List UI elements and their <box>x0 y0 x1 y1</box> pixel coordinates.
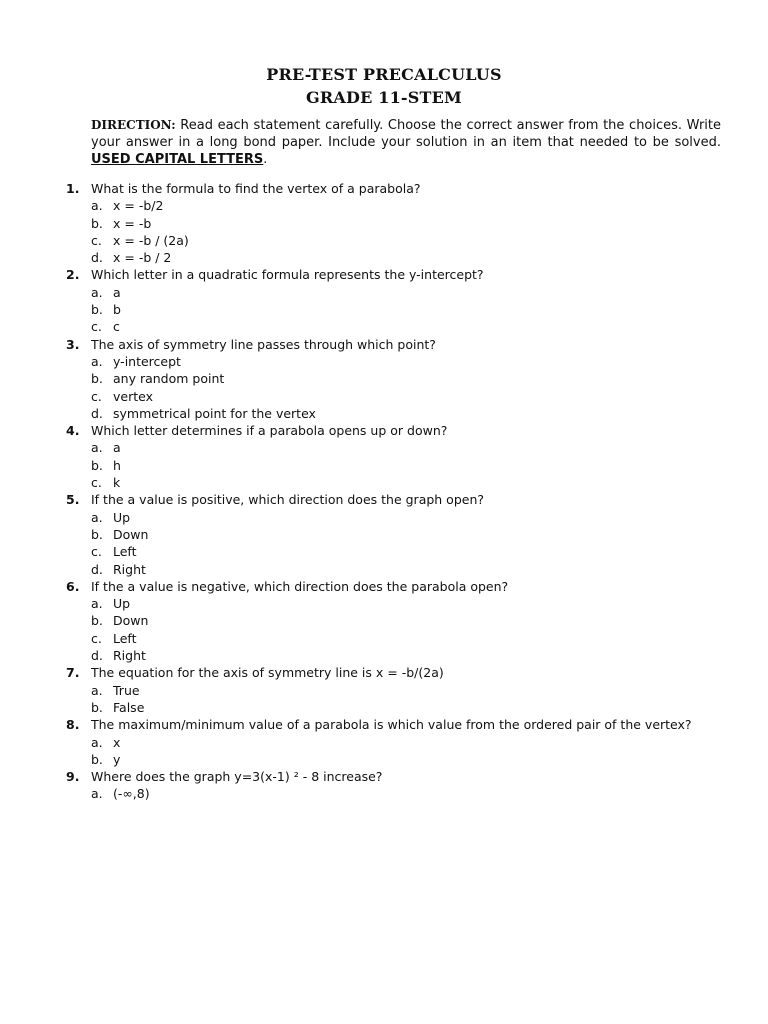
option-text: b <box>113 302 121 318</box>
option-text: y-intercept <box>113 353 181 369</box>
option-text: symmetrical point for the vertex <box>113 405 316 421</box>
answer-option <box>66 197 726 214</box>
option-letter: b. <box>91 526 103 542</box>
option-letter: b. <box>91 457 103 473</box>
option-letter: d. <box>91 405 103 421</box>
option-letter: b. <box>91 613 103 629</box>
option-text: Up <box>113 596 131 612</box>
question-6 <box>66 578 726 595</box>
question-1 <box>66 180 726 197</box>
answer-option <box>66 734 726 751</box>
option-letter: c. <box>91 544 102 560</box>
option-letter: a. <box>91 509 103 525</box>
option-text: h <box>113 457 121 473</box>
question-7 <box>66 664 726 681</box>
direction-emphasis: USED CAPITAL LETTERS <box>91 152 264 167</box>
question-4 <box>66 422 726 439</box>
question-number: 3. <box>66 336 80 352</box>
question-text: The equation for the axis of symmetry line is x = -b/(2a) <box>91 665 444 681</box>
answer-option <box>66 388 726 405</box>
option-text: any random point <box>113 371 225 387</box>
question-number: 8. <box>66 717 80 733</box>
option-text: x = -b/2 <box>113 198 164 214</box>
answer-option <box>66 612 726 629</box>
question-2 <box>66 266 726 283</box>
answer-option <box>66 751 726 768</box>
option-letter: b. <box>91 215 103 231</box>
answer-option <box>66 647 726 664</box>
option-letter: a. <box>91 596 103 612</box>
option-letter: c. <box>91 388 102 404</box>
answer-option <box>66 561 726 578</box>
option-text: x = -b <box>113 215 152 231</box>
option-letter: a. <box>91 353 103 369</box>
option-text: Down <box>113 526 149 542</box>
question-number: 2. <box>66 267 80 283</box>
answer-option <box>66 249 726 266</box>
option-text: y <box>113 751 121 767</box>
option-letter: c. <box>91 232 102 248</box>
question-text: Which letter determines if a parabola opens up or down? <box>91 423 448 439</box>
question-text: Which letter in a quadratic formula represents the y-intercept? <box>91 267 484 283</box>
direction-label: DIRECTION: <box>91 118 176 132</box>
option-text: k <box>113 475 121 491</box>
option-text: (-∞,8) <box>113 786 150 802</box>
option-letter: d. <box>91 561 103 577</box>
question-text: If the a value is positive, which direction does the graph open? <box>91 492 485 508</box>
question-text: If the a value is negative, which direction does the parabola open? <box>91 578 509 594</box>
direction-paragraph <box>91 117 721 168</box>
option-text: a <box>113 284 121 300</box>
option-letter: d. <box>91 648 103 664</box>
answer-option <box>66 595 726 612</box>
option-letter: b. <box>91 699 103 715</box>
option-letter: a. <box>91 786 103 802</box>
question-number: 7. <box>66 665 80 681</box>
direction-text: Read each statement carefully. Choose the correct answer from the choices. Write your answer in a long bond paper. Include your solution in an item that needed to be solved. <box>91 118 721 150</box>
question-3 <box>66 336 726 353</box>
option-text: x <box>113 734 121 750</box>
option-text: False <box>113 699 145 715</box>
question-8 <box>66 716 726 733</box>
answer-option <box>66 284 726 301</box>
option-letter: a. <box>91 198 103 214</box>
option-text: vertex <box>113 388 153 404</box>
option-letter: a. <box>91 284 103 300</box>
option-letter: a. <box>91 734 103 750</box>
option-text: Right <box>113 561 146 577</box>
option-letter: a. <box>91 682 103 698</box>
option-text: Down <box>113 613 149 629</box>
answer-option <box>66 509 726 526</box>
option-letter: c. <box>91 319 102 335</box>
question-list <box>66 180 726 803</box>
question-text: What is the formula to find the vertex of a parabola? <box>91 181 421 196</box>
question-number: 5. <box>66 492 80 508</box>
option-text: c <box>113 319 120 335</box>
option-text: a <box>113 440 121 456</box>
question-number: 1. <box>66 181 80 196</box>
answer-option <box>66 682 726 699</box>
page-subtitle: GRADE 11-STEM <box>306 88 462 107</box>
answer-option <box>66 457 726 474</box>
answer-option <box>66 699 726 716</box>
question-text: Where does the graph y=3(x-1) ² - 8 increase? <box>91 769 383 785</box>
question-number: 9. <box>66 769 80 785</box>
answer-option <box>66 785 726 802</box>
option-text: x = -b / 2 <box>113 250 172 266</box>
option-text: Left <box>113 630 137 646</box>
option-letter: b. <box>91 302 103 318</box>
answer-option <box>66 318 726 335</box>
option-text: x = -b / (2a) <box>113 232 189 248</box>
question-number: 6. <box>66 578 80 594</box>
answer-option <box>66 526 726 543</box>
question-number: 4. <box>66 423 80 439</box>
option-letter: b. <box>91 371 103 387</box>
answer-option <box>66 405 726 422</box>
answer-option <box>66 370 726 387</box>
option-letter: c. <box>91 630 102 646</box>
answer-option <box>66 543 726 560</box>
question-5 <box>66 491 726 508</box>
question-text: The axis of symmetry line passes through which point? <box>91 336 436 352</box>
answer-option <box>66 439 726 456</box>
answer-option <box>66 630 726 647</box>
option-text: Right <box>113 648 146 664</box>
direction-end: . <box>263 152 268 167</box>
question-9 <box>66 768 726 785</box>
answer-option <box>66 215 726 232</box>
answer-option <box>66 232 726 249</box>
answer-option <box>66 301 726 318</box>
answer-option <box>66 353 726 370</box>
option-letter: c. <box>91 475 102 491</box>
question-text: The maximum/minimum value of a parabola is which value from the ordered pair of the vertex? <box>91 717 692 733</box>
page-title: PRE-TEST PRECALCULUS <box>266 65 502 84</box>
option-text: Left <box>113 544 137 560</box>
option-letter: a. <box>91 440 103 456</box>
option-letter: d. <box>91 250 103 266</box>
option-text: True <box>113 682 140 698</box>
option-letter: b. <box>91 751 103 767</box>
answer-option <box>66 474 726 491</box>
option-text: Up <box>113 509 131 525</box>
